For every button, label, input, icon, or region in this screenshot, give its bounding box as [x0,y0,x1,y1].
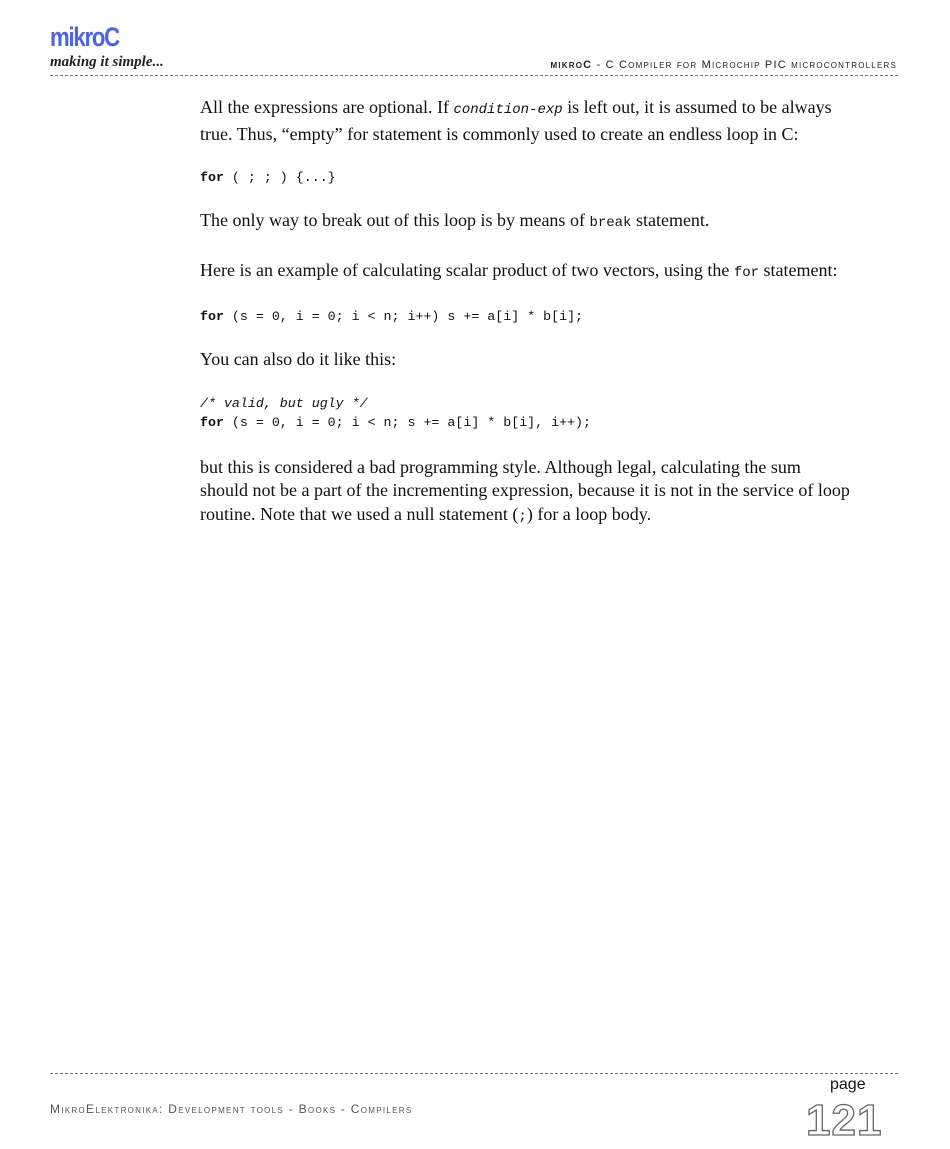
header-title-brand: mikroC [550,59,593,71]
text: is left out, it is assumed to be always true. Thus, “empty” for statement is commonly used to create an endless loop in C: [200,97,832,144]
paragraph [200,209,850,236]
header-title-text: - C Compiler for Microchip PIC microcontrollers [592,59,897,71]
inline-code: for [733,264,760,281]
code-keyword: for [200,170,224,185]
paragraph [200,96,850,146]
code-comment: /* valid, but ugly */ [200,395,368,411]
code-block [200,394,850,432]
text: ) for a loop body. [526,503,652,524]
text: The only way to break out of this loop is by means of [200,210,590,230]
text: Here is an example of calculating scalar product of two vectors, using the [200,259,734,280]
text: statement. [631,210,710,230]
footer-text: MikroElektronika: Development tools - Books - Compilers [50,1102,413,1116]
code-block [200,168,850,187]
footer-divider [50,1073,898,1074]
paragraph [200,259,850,286]
page-label: page [830,1076,866,1093]
header-divider [50,75,898,76]
page-number: 121 [806,1096,883,1145]
inline-code: condition-exp [453,102,563,118]
code-text: (s = 0, i = 0; i < n; i++) s += a[i] * b[i]; [223,309,584,324]
code-text: ( ; ; ) {...} [223,170,336,185]
paragraph [200,456,850,530]
paragraph: You can also do it like this: [200,349,397,369]
inline-code: ; [518,508,527,525]
mikroc-logo: mikroC [50,22,119,52]
text: but this is considered a bad programming style. Although legal, calculating the sum should not be a part of the incrementing expression, because it is not in the service of loop routine. Note that we used a null statement ( [200,456,850,524]
inline-code: break [589,215,632,231]
text: statement: [759,259,838,280]
code-text: (s = 0, i = 0; i < n; s += a[i] * b[i], i++); [223,414,592,430]
header-title [550,59,897,71]
code-keyword: for [200,414,224,430]
code-block [200,307,850,326]
tagline: making it simple... [50,54,164,70]
page-content [200,96,850,529]
code-keyword: for [200,309,224,324]
text: All the expressions are optional. If [200,97,454,117]
